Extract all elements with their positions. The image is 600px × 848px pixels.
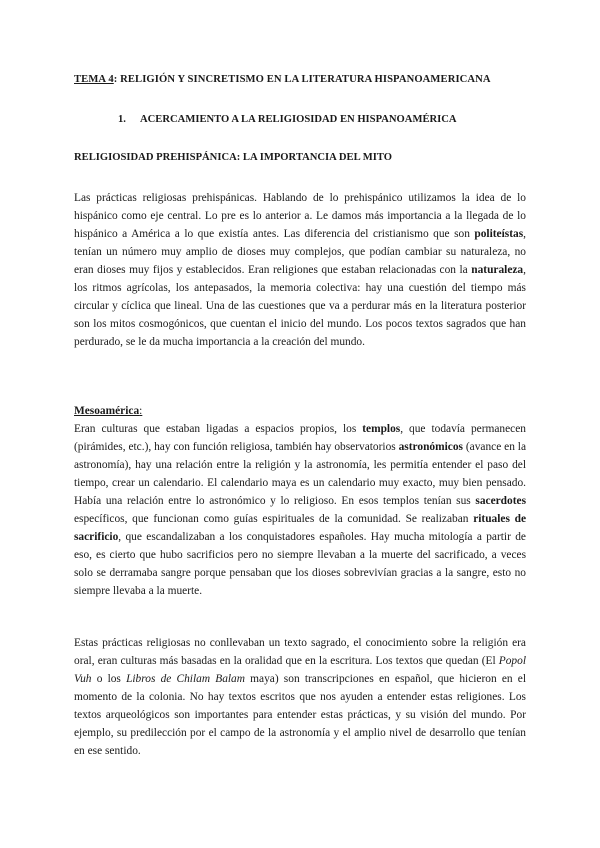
bold-term-templos: templos <box>362 423 401 435</box>
page-title <box>74 72 534 89</box>
text-run: , los ritmos agrícolas, los antepasados, la memoria colectiva: hay una cuestión del tiempo más circular y cíclica que lineal. Una de las cuestiones que va a perdurar más en la literatura posterior son los mitos cosmogónicos, que cuentan el inicio del mundo. Los pocos textos sagrados que han perdurado, se le da mucha importancia a la creación del mundo. <box>74 264 526 349</box>
paragraph-sacred-texts <box>74 634 526 760</box>
mesoamerica-heading-label: Mesoamérica <box>74 405 140 417</box>
title-prefix: TEMA 4 <box>74 74 114 85</box>
mesoamerica-heading <box>74 402 142 420</box>
text-run: Estas prácticas religiosas no conllevaban un texto sagrado, el conocimiento sobre la religión era oral, eran culturas más basadas en la oralidad que en la escritura. Los textos que quedan (El <box>74 637 526 668</box>
bold-term-sacerdotes: sacerdotes <box>475 495 526 508</box>
text-run: , que escandalizaban a los conquistadores españoles. Hay mucha mitología a partir de eso, es cierto que hubo sacrificios pero no siempre llevaban a la muerte del sacrificado, a veces solo se derramaba sangre porque pensaban que los dioses sobrevivían gracias a la sangre, esto no siempre llevaba a la muerte. <box>74 531 526 598</box>
bold-term-politeistas: politeístas <box>474 228 524 241</box>
subheading: RELIGIOSIDAD PREHISPÁNICA: LA IMPORTANCIA DEL MITO <box>74 152 392 163</box>
text-run: (avance en la astronomía), hay una relación entre la religión y la astronomía, les permitía entender el paso del tiempo, crear un calendario. El calendario maya es un calendario muy exacto, muy bien pensado. Había una relación entre lo astronómico y lo religioso. En esos templos tenían sus <box>74 441 527 508</box>
text-run: maya) son transcripciones en español, que hicieron en el momento de la colonia. No hay textos escritos que nos ayuden a entender estas religiones. Los textos arqueológicos son importantes para entender estas prácticas, y su visión del mundo. Por ejemplo, su predilección por el campo de la astronomía y el amplio nivel de desarrollo que tenían en ese sentido. <box>74 673 526 758</box>
text-run: Eran culturas que estaban ligadas a espacios propios, los <box>74 423 363 435</box>
bold-term-astronomicos: astronómicos <box>398 441 463 454</box>
section-number: 1. <box>118 114 126 125</box>
bold-term-naturaleza: naturaleza <box>471 264 524 277</box>
text-run: Las prácticas religiosas prehispánicas. Hablando de lo prehispánico utilizamos la idea de lo hispánico como eje central. Lo pre es lo anterior a. Le damos más importancia a la llegada de lo hispánico a América a lo que existía antes. Las diferencia del cristianismo que son <box>74 192 526 241</box>
bold-term-rituales: rituales de sacrificio <box>74 513 526 544</box>
section-label: ACERCAMIENTO A LA RELIGIOSIDAD EN HISPANOAMÉRICA <box>140 114 457 125</box>
section-heading <box>118 112 457 129</box>
italic-title-popol-vuh: Popol Vuh <box>74 655 526 686</box>
mesoamerica-heading-colon: : <box>139 405 143 417</box>
paragraph-mesoamerica <box>74 420 526 600</box>
paragraph-prehispanic <box>74 189 526 351</box>
text-run: o los <box>91 673 127 686</box>
text-run: , tenían un número muy amplio de dioses muy complejos, que podían cambiar su naturaleza, no eran dioses muy fijos y establecidos. Eran religiones que estaban relacionadas con la <box>74 228 526 277</box>
text-run: específicos, que funcionan como guías espirituales de la comunidad. Se realizaban <box>74 513 474 526</box>
text-run: , que todavía permanecen (pirámides, etc.), hay con función religiosa, también hay observatorios <box>74 423 526 454</box>
title-rest: : RELIGIÓN Y SINCRETISMO EN LA LITERATURA HISPANOAMERICANA <box>113 74 491 85</box>
italic-title-chilam-balam: Libros de Chilam Balam <box>126 673 245 686</box>
